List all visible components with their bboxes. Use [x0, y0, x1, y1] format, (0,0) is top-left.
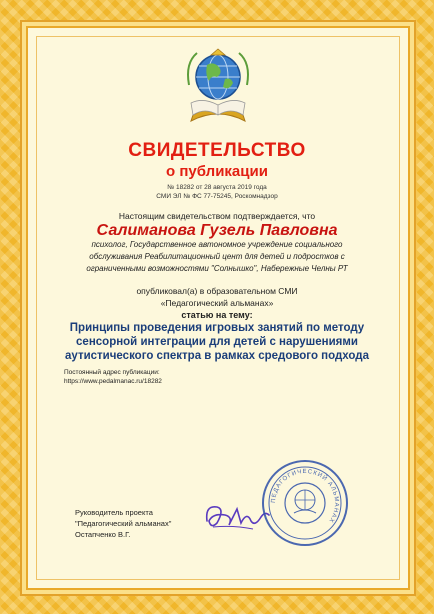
certificate-title: СВИДЕТЕЛЬСТВО — [128, 140, 306, 161]
topic-line-2: сенсорной интеграции для детей с нарушениями — [76, 336, 358, 348]
person-name: Салиманова Гузель Павловна — [96, 222, 338, 239]
signer-project: "Педагогический альманах" — [75, 519, 172, 528]
position-line-2: обслуживания Реабилитационный цент для детей и подростков с — [89, 252, 345, 261]
journal-name: «Педагогический альманах» — [160, 298, 274, 308]
round-stamp-icon — [260, 458, 350, 548]
topic-label: статью на тему: — [181, 310, 253, 320]
topic-line-1: Принципы проведения игровых занятий по методу — [69, 322, 365, 334]
confirm-text: Настоящим свидетельством подтверждается, что — [118, 211, 316, 221]
topic-line-3: аутистического спектра в рамках средового подхода — [65, 350, 369, 362]
published-in-text: опубликовал(а) в образовательном СМИ — [136, 286, 298, 296]
publication-url[interactable]: https://www.pedalmanac.ru/18282 — [64, 378, 162, 385]
signer-title: Руководитель проекта — [75, 508, 153, 517]
position-line-3: ограниченными возможностями "Солнышко", Набережные Челны РТ — [86, 264, 348, 273]
position-line-1: психолог, Государственное автономное учреждение социального — [91, 240, 343, 249]
registration-number: № 18282 от 28 августа 2019 года — [167, 184, 267, 191]
address-label: Постоянный адрес публикации: — [64, 369, 160, 376]
seal-text: ПЕДАГОГИЧЕСКИЙ АЛЬМАНАХ — [270, 468, 340, 524]
signer-name: Остапченко В.Г. — [75, 530, 131, 539]
certificate-subtitle: о публикации — [166, 163, 268, 180]
globe-book-emblem-icon — [183, 45, 253, 125]
media-license: СМИ ЭЛ № ФС 77-75245, Роскомнадзор — [156, 193, 278, 200]
